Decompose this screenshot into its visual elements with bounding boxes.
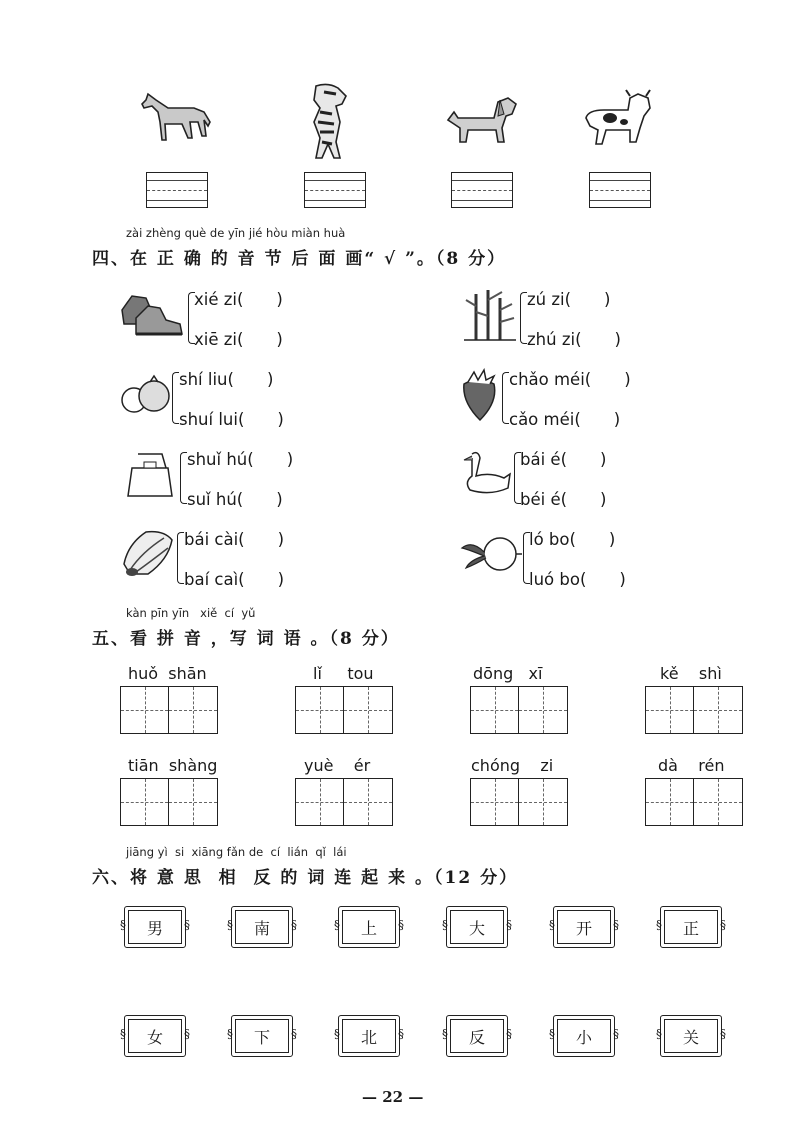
option-text[interactable]: cǎo méi( )	[509, 410, 621, 429]
word-card[interactable]: § 上 §	[338, 906, 400, 948]
word-card[interactable]: § 开 §	[553, 906, 615, 948]
writing-grid[interactable]	[120, 686, 218, 734]
tiger-icon	[306, 82, 358, 162]
radish-icon	[460, 530, 522, 574]
section6-title: 六、将 意 思 相 反 的 词 连 起 来 。（12 分）	[92, 868, 519, 888]
option-text[interactable]: xiē zi( )	[194, 330, 283, 349]
option-text[interactable]: zú zi( )	[527, 290, 611, 309]
section4-pinyin: zài zhèng què de yīn jié hòu miàn huà	[126, 226, 346, 240]
shoes-icon	[118, 290, 188, 340]
bamboo-icon	[462, 286, 518, 342]
strawberry-icon	[458, 368, 500, 422]
pomegranate-icon	[120, 374, 172, 416]
brace	[177, 532, 184, 584]
word-pinyin: chóng zi	[471, 756, 554, 775]
page-number: — 22 —	[362, 1088, 424, 1106]
section6-pinyin: jiāng yì si xiāng fǎn de cí lián qǐ lái	[126, 845, 347, 859]
word-pinyin: huǒ shān	[128, 664, 207, 683]
writing-grid[interactable]	[470, 686, 568, 734]
option-text[interactable]: ló bo( )	[529, 530, 616, 549]
word-card[interactable]: § 男 §	[124, 906, 186, 948]
option-text[interactable]: bái cài( )	[184, 530, 285, 549]
option-text[interactable]: luó bo( )	[529, 570, 626, 589]
word-pinyin: dōng xī	[473, 664, 543, 683]
brace	[502, 372, 509, 424]
writing-grid[interactable]	[295, 778, 393, 826]
horse-icon	[138, 92, 214, 146]
kettle-icon	[122, 450, 178, 500]
option-text[interactable]: zhú zi( )	[527, 330, 621, 349]
word-card[interactable]: § 南 §	[231, 906, 293, 948]
writing-grid[interactable]	[470, 778, 568, 826]
pinyin-writing-box[interactable]	[451, 172, 513, 208]
option-text[interactable]: bái é( )	[520, 450, 607, 469]
word-pinyin: kě shì	[660, 664, 722, 683]
brace	[180, 452, 187, 504]
section5-pinyin: kàn pīn yīn xiě cí yǔ	[126, 606, 256, 620]
goose-icon	[460, 448, 514, 498]
writing-grid[interactable]	[295, 686, 393, 734]
pinyin-writing-box[interactable]	[146, 172, 208, 208]
pinyin-writing-box[interactable]	[304, 172, 366, 208]
dog-icon	[444, 94, 518, 146]
writing-grid[interactable]	[120, 778, 218, 826]
brace	[520, 292, 527, 344]
option-text[interactable]: chǎo méi( )	[509, 370, 631, 389]
option-text[interactable]: shuǐ hú( )	[187, 450, 294, 469]
word-card[interactable]: § 小 §	[553, 1015, 615, 1057]
writing-grid[interactable]	[645, 686, 743, 734]
word-pinyin: tiān shàng	[128, 756, 218, 775]
word-pinyin: yuè ér	[304, 756, 371, 775]
option-text[interactable]: suǐ hú( )	[187, 490, 283, 509]
word-card[interactable]: § 反 §	[446, 1015, 508, 1057]
cabbage-icon	[120, 526, 178, 580]
writing-grid[interactable]	[645, 778, 743, 826]
option-text[interactable]: xié zi( )	[194, 290, 283, 309]
word-card[interactable]: § 大 §	[446, 906, 508, 948]
section4-title: 四、在 正 确 的 音 节 后 面 画“ √ ”。（8 分）	[92, 249, 507, 269]
option-text[interactable]: béi é( )	[520, 490, 607, 509]
word-pinyin: dà rén	[658, 756, 725, 775]
section5-title: 五、看 拼 音 ，写 词 语 。（8 分）	[92, 629, 400, 649]
word-card[interactable]: § 北 §	[338, 1015, 400, 1057]
word-card[interactable]: § 正 §	[660, 906, 722, 948]
option-text[interactable]: shí liu( )	[179, 370, 274, 389]
word-card[interactable]: § 关 §	[660, 1015, 722, 1057]
word-card[interactable]: § 女 §	[124, 1015, 186, 1057]
option-text[interactable]: baí caì( )	[184, 570, 285, 589]
brace	[172, 372, 179, 424]
option-text[interactable]: shuí lui( )	[179, 410, 284, 429]
word-card[interactable]: § 下 §	[231, 1015, 293, 1057]
pinyin-writing-box[interactable]	[589, 172, 651, 208]
word-pinyin: lǐ tou	[313, 664, 374, 683]
cow-icon	[580, 88, 656, 150]
